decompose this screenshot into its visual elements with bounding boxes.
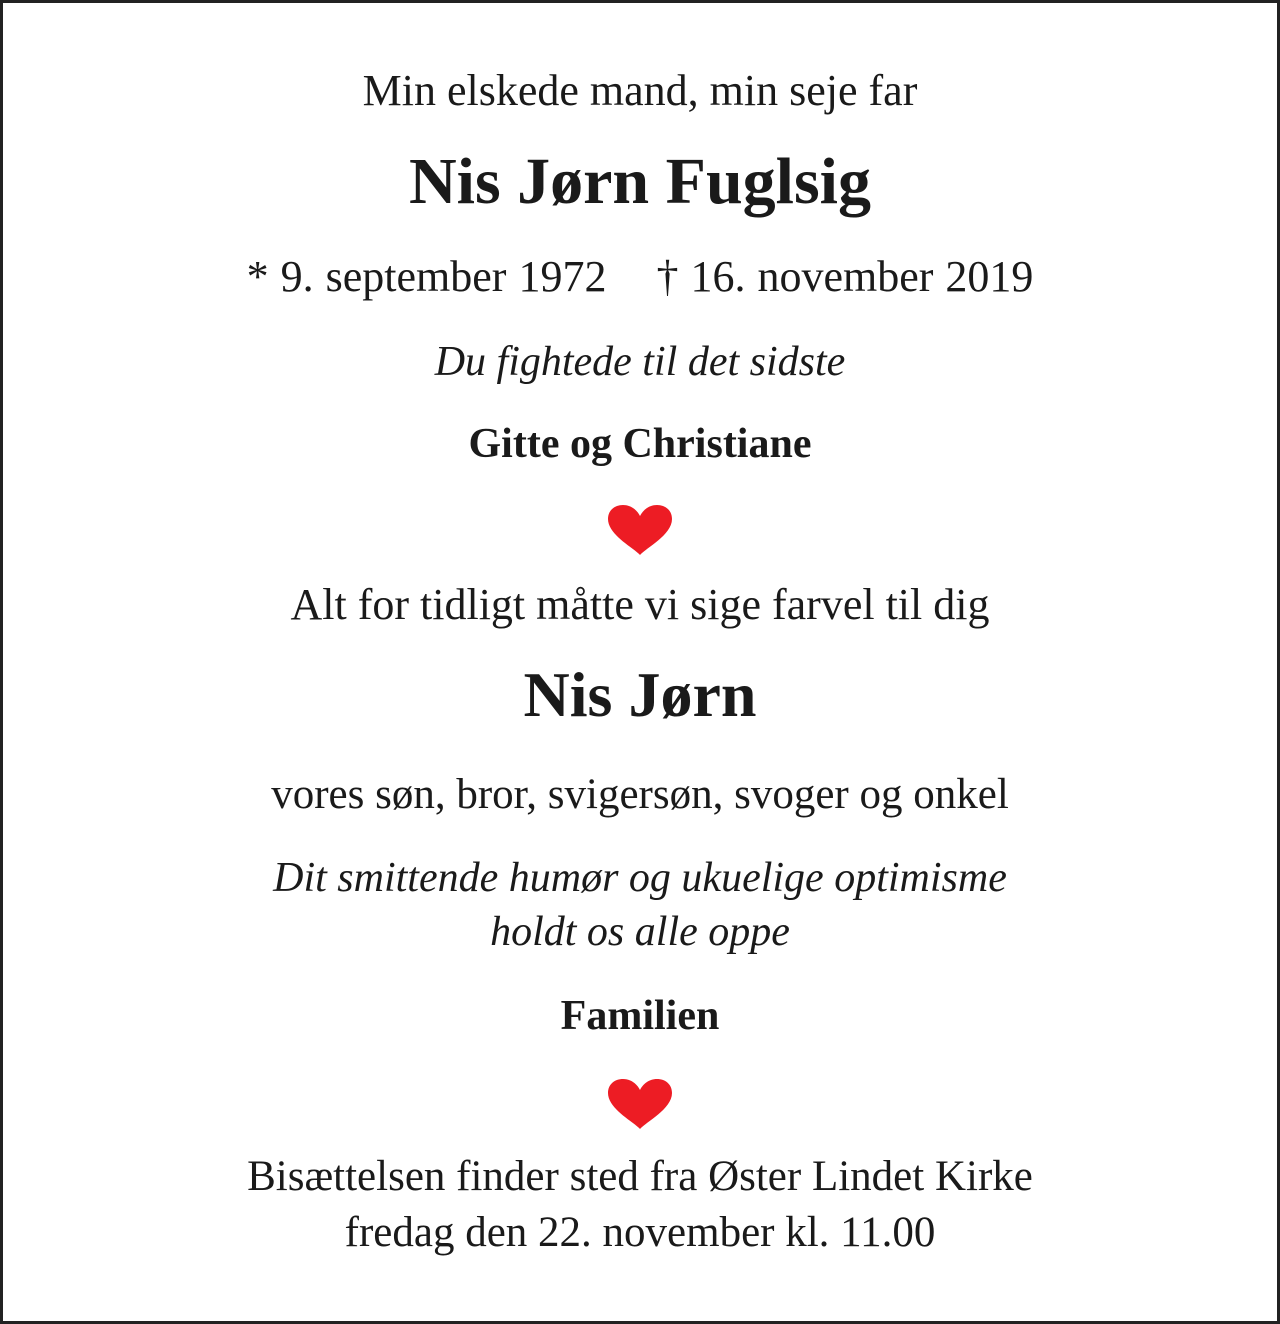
birth-date: * 9. september 1972 xyxy=(246,252,607,301)
life-dates xyxy=(3,252,1277,301)
intro-text: Min elskede mand, min seje far xyxy=(362,66,918,115)
heart-icon xyxy=(604,503,676,557)
funeral-time: fredag den 22. november kl. 11.00 xyxy=(344,1209,936,1256)
heart-icon xyxy=(604,1077,676,1131)
relations-text: vores søn, bror, svigersøn, svoger og onkel xyxy=(271,771,1009,818)
second-intro-text: Alt for tidligt måtte vi sige farvel til dig xyxy=(290,580,990,629)
deceased-first-name: Nis Jørn xyxy=(523,659,757,730)
tribute-text: Du fightede til det sidste xyxy=(434,339,846,385)
death-date: † 16. november 2019 xyxy=(656,252,1034,301)
deceased-full-name: Nis Jørn Fuglsig xyxy=(408,145,872,218)
tribute-line-2: holdt os alle oppe xyxy=(490,909,790,955)
tribute-line-1: Dit smittende humør og ukuelige optimisme xyxy=(273,855,1007,901)
funeral-location: Bisættelsen finder sted fra Øster Lindet Kirke xyxy=(247,1153,1033,1200)
signature-family: Familien xyxy=(560,993,720,1039)
signature-wife-daughter: Gitte og Christiane xyxy=(468,421,812,467)
